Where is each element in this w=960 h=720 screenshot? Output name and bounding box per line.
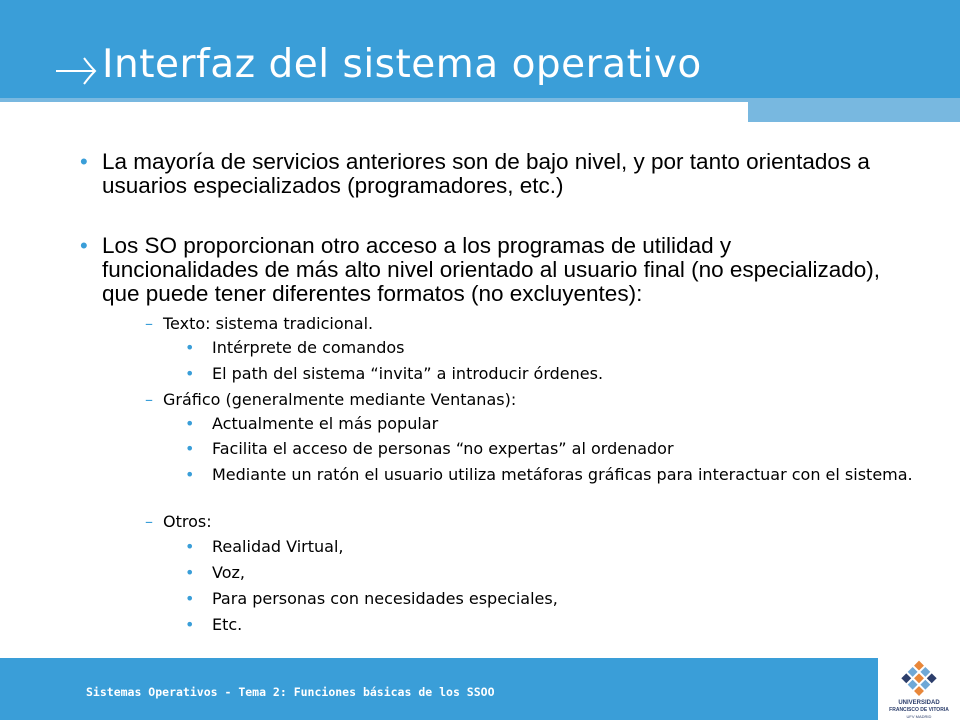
bullet-icon: • xyxy=(185,589,195,608)
sub-sub-list-item-text: Intérprete de comandos xyxy=(212,338,405,357)
logo-text-line: FRANCISCO DE VITORIA xyxy=(889,707,949,713)
sub-sub-list-item xyxy=(185,364,934,383)
sub-sub-list-item xyxy=(185,537,934,556)
dash-icon: – xyxy=(145,390,153,409)
university-logo-icon xyxy=(898,660,940,698)
sub-sub-list-item-text: Para personas con necesidades especiales, xyxy=(212,589,558,608)
list-item xyxy=(80,233,892,306)
bullet-icon: • xyxy=(185,338,195,357)
list-item-text: La mayoría de servicios anteriores son de bajo nivel, y por tanto orientados a usuarios especializados (programadores, etc.) xyxy=(102,149,870,198)
bullet-icon: • xyxy=(80,149,88,174)
right-arrow-icon xyxy=(54,54,98,86)
bullet-icon: • xyxy=(185,563,195,582)
dash-icon: – xyxy=(145,512,153,531)
bullet-icon: • xyxy=(185,615,195,634)
university-logo xyxy=(878,658,960,720)
sub-sub-list-item-text: El path del sistema “invita” a introducir órdenes. xyxy=(212,364,604,383)
sub-sub-list-item xyxy=(185,563,934,582)
logo-text-line: UNIVERSIDAD xyxy=(898,700,940,706)
sub-sub-list-item-text: Mediante un ratón el usuario utiliza metáforas gráficas para interactuar con el sistema. xyxy=(212,465,913,484)
sub-sub-list-item-text: Voz, xyxy=(212,563,245,582)
logo-text-line: UFV MADRID xyxy=(906,714,932,719)
sub-sub-list-item xyxy=(185,414,934,433)
sub-sub-list-item xyxy=(185,615,934,634)
list-item xyxy=(80,149,892,198)
bullet-icon: • xyxy=(185,537,195,556)
bullet-icon: • xyxy=(185,465,195,484)
sub-sub-list-item-text: Actualmente el más popular xyxy=(212,414,439,433)
header-band-highlight xyxy=(0,102,748,122)
sub-sub-list-item xyxy=(185,338,934,357)
sub-list-item xyxy=(145,314,923,333)
bullet-icon: • xyxy=(185,414,195,433)
sub-sub-list-item xyxy=(185,439,934,458)
sub-sub-list-item-text: Facilita el acceso de personas “no expertas” al ordenador xyxy=(212,439,674,458)
sub-list-item-text: Gráfico (generalmente mediante Ventanas): xyxy=(163,390,517,409)
dash-icon: – xyxy=(145,314,153,333)
footer-text: Sistemas Operativos - Tema 2: Funciones básicas de los SSOO xyxy=(86,685,495,699)
sub-sub-list-item-text: Etc. xyxy=(212,615,243,634)
page-title: Interfaz del sistema operativo xyxy=(102,42,702,87)
list-item-text: Los SO proporcionan otro acceso a los programas de utilidad y funcionalidades de más alto nivel orientado al usuario final (no especializado), que puede tener diferentes formatos (no excluyentes): xyxy=(102,233,880,306)
sub-sub-list-item xyxy=(185,465,934,484)
bullet-icon: • xyxy=(185,439,195,458)
bullet-icon: • xyxy=(185,364,195,383)
sub-sub-list-item-text: Realidad Virtual, xyxy=(212,537,344,556)
sub-sub-list-item xyxy=(185,589,934,608)
sub-list-item-text: Otros: xyxy=(163,512,212,531)
sub-list-item xyxy=(145,512,923,531)
bullet-icon: • xyxy=(80,233,88,258)
sub-list-item xyxy=(145,390,923,409)
sub-list-item-text: Texto: sistema tradicional. xyxy=(163,314,374,333)
